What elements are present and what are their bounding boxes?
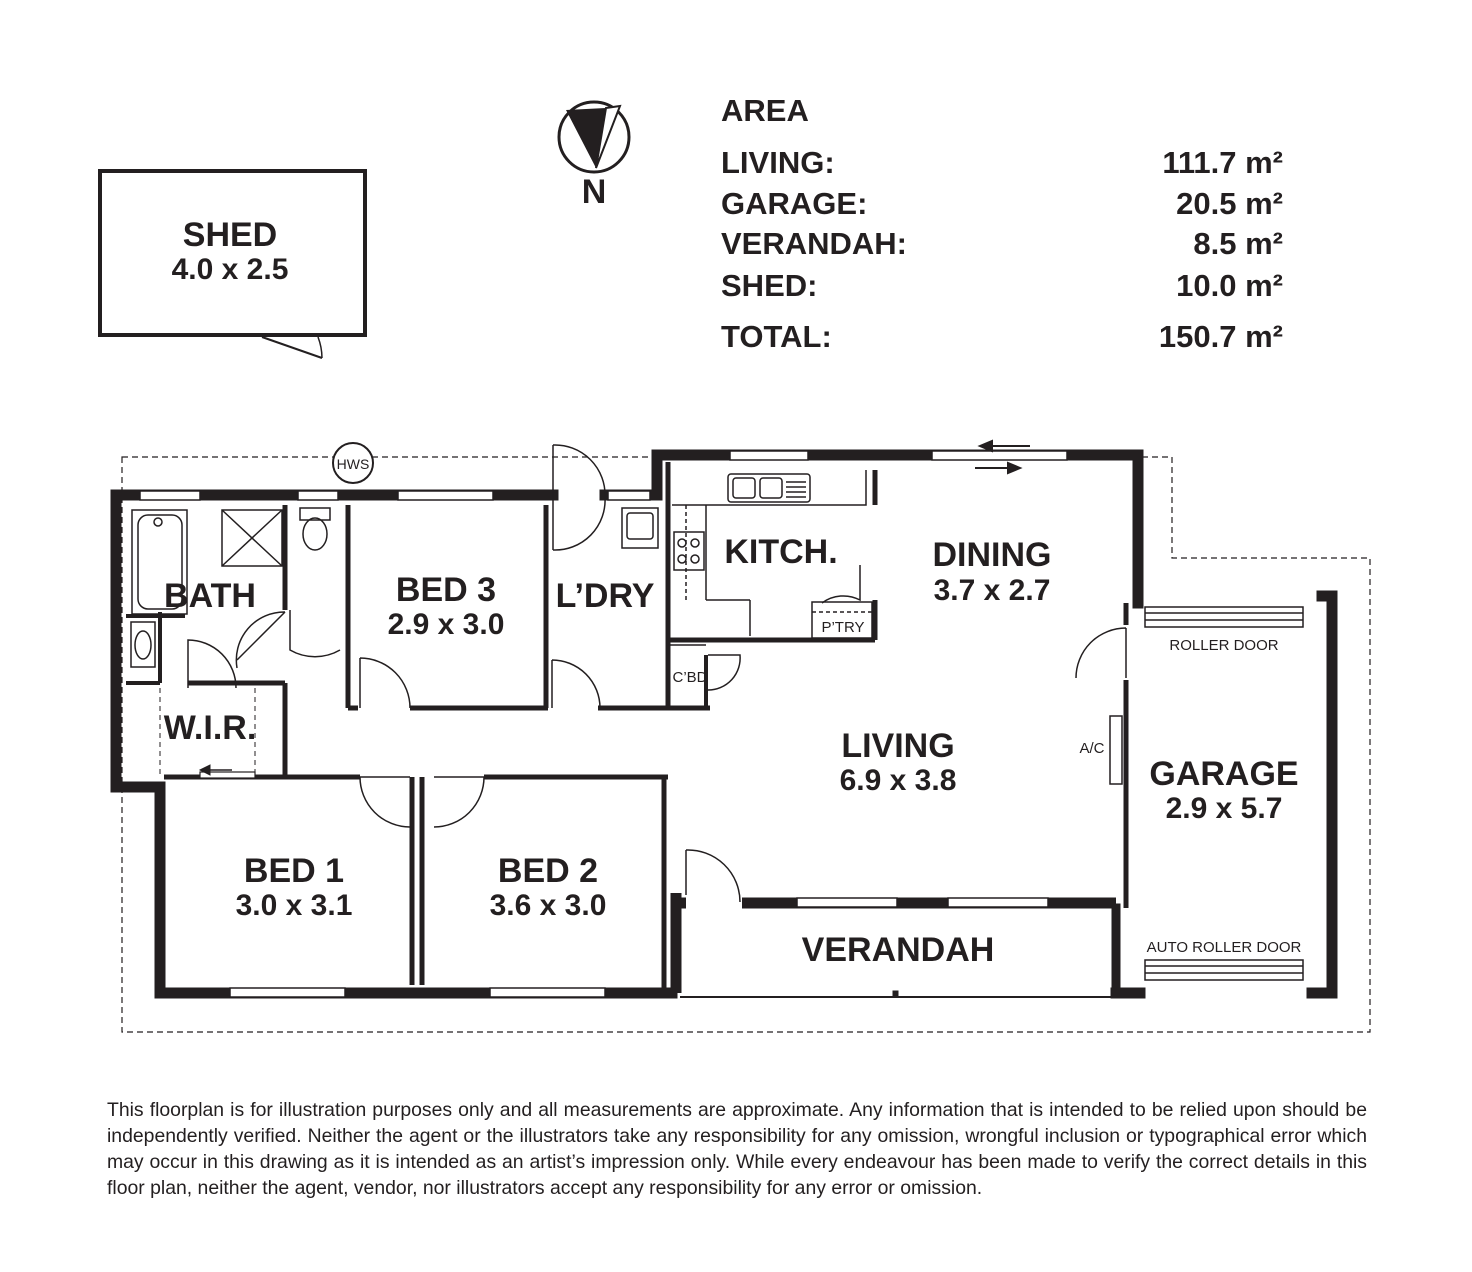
shed-dims: 4.0 x 2.5 [171, 253, 289, 286]
bed3-dims: 2.9 x 3.0 [387, 608, 505, 641]
laundry-label: L’DRY [555, 577, 655, 615]
area-label-shed: SHED: [721, 268, 818, 303]
garage-label: GARAGE [1149, 755, 1299, 793]
garage-dims: 2.9 x 5.7 [1165, 792, 1283, 825]
bed2-dims: 3.6 x 3.0 [489, 889, 607, 922]
kitchen-label: KITCH. [724, 533, 838, 571]
area-label-total: TOTAL: [721, 319, 832, 354]
area-value-shed: 10.0 m² [1176, 268, 1283, 303]
door-swings [188, 445, 1126, 902]
bath-label: BATH [164, 577, 256, 615]
cupboard-label: C’BD [672, 669, 708, 686]
area-value-garage: 20.5 m² [1176, 186, 1283, 221]
north-arrow-icon [559, 102, 629, 172]
dining-label: DINING [932, 536, 1052, 574]
living-dims: 6.9 x 3.8 [839, 764, 957, 797]
auto-roller-door-label: AUTO ROLLER DOOR [1146, 939, 1302, 956]
bed1-label: BED 1 [243, 852, 345, 890]
wir-label: W.I.R. [163, 709, 257, 747]
verandah-label: VERANDAH [801, 931, 995, 969]
living-label: LIVING [841, 727, 955, 765]
bed2-label: BED 2 [497, 852, 599, 890]
north-label: N [581, 173, 607, 211]
roller-door-label: ROLLER DOOR [1169, 637, 1279, 654]
area-value-living: 111.7 m² [1162, 145, 1283, 180]
disclaimer-text: This floorplan is for illustration purposes only and all measurements are approximate. Any information that is intended to be relied upon should be independently verified. Neither the agent or the illustrators take any responsibility for any omission, wrongful inclusion or typographical error which may occur in this drawing as it is intended as an artist’s impression only. While every endeavour has been made to verify the correct details in this floor plan, neither the agent, vendor, nor illustrators accept any responsibility for any error or omission. [107, 1099, 1367, 1199]
bed3-label: BED 3 [395, 571, 497, 609]
area-heading: AREA [721, 93, 809, 128]
area-label-verandah: VERANDAH: [721, 226, 907, 261]
area-value-total: 150.7 m² [1158, 319, 1283, 354]
dining-dims: 3.7 x 2.7 [933, 574, 1051, 607]
bed1-dims: 3.0 x 3.1 [235, 889, 353, 922]
pantry-label: P’TRY [821, 619, 865, 636]
area-label-living: LIVING: [721, 145, 835, 180]
area-label-garage: GARAGE: [721, 186, 868, 221]
shed-label: SHED [182, 216, 278, 254]
roller-door-bottom [1145, 960, 1303, 980]
roller-door-top [1145, 607, 1303, 627]
ac-label: A/C [1079, 740, 1105, 757]
hws-label: HWS [336, 456, 370, 472]
area-value-verandah: 8.5 m² [1193, 226, 1283, 261]
verandah-outline [680, 991, 1112, 997]
